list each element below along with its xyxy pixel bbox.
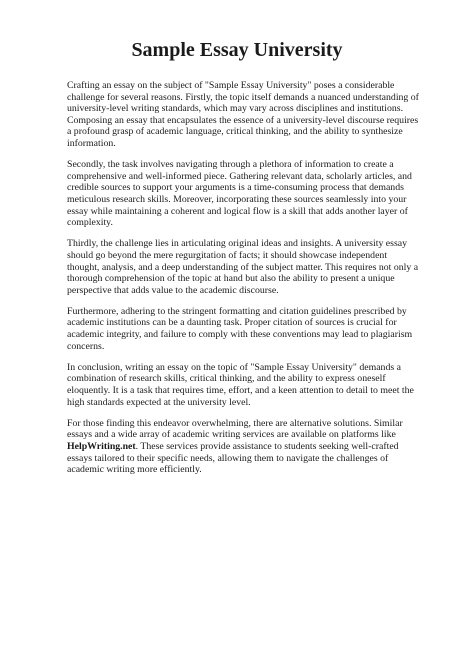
paragraph-2: Secondly, the task involves navigating through a plethora of information to create a comprehensive and well-informed piece. Gathering relevant data, scholarly articles, and credible sources to support your arguments is a time-consuming process that demands meticulous research skills. Moreover, incorporating these sources seamlessly into your essay while maintaining a coherent and logical flow is a skill that adds another layer of complexity. [67,159,412,229]
paragraph-1: Crafting an essay on the subject of "Sample Essay University" poses a considerable challenge for several reasons. Firstly, the topic itself demands a nuanced understanding of university-level writing standards, which may vary across disciplines and institutions. Composing an essay that encapsulates the essence of a university-level discourse requires a profound grasp of academic language, critical thinking, and the ability to synthesize information. [67,80,419,149]
paragraph-6-text-after-link: . These services provide assistance to students seeking well-crafted essays tailored to their specific needs, allowing them to navigate the challenges of academic writing more efficiently. [67,441,399,476]
paragraph-5: In conclusion, writing an essay on the topic of "Sample Essay University" demands a combination of research skills, critical thinking, and the ability to express oneself eloquently. It is a task that requires time, effort, and a keen attention to detail to meet the high standards expected at the university level. [67,361,414,408]
paragraph-6-text-before-link: For those finding this endeavor overwhelming, there are alternative solutions. Similar essays and a wide array of academic writing services are available on platforms like [67,417,403,441]
helpwriting-link[interactable]: HelpWriting.net [67,441,136,452]
page-title: Sample Essay University [131,39,343,61]
paragraph-3: Thirdly, the challenge lies in articulating original ideas and insights. A university essay should go beyond the mere regurgitation of facts; it should showcase independent thought, analysis, and a deep understanding of the subject matter. This requires not only a thorough comprehension of the topic at hand but also the ability to present a unique perspective that adds value to the academic discourse. [67,238,419,296]
essay-body [67,80,419,485]
paragraph-4: Furthermore, adhering to the stringent formatting and citation guidelines prescribed by academic institutions can be a daunting task. Proper citation of sources is crucial for academic integrity, and failure to comply with these conventions may lead to plagiarism concerns. [67,305,413,352]
paragraph-6 [67,418,419,476]
